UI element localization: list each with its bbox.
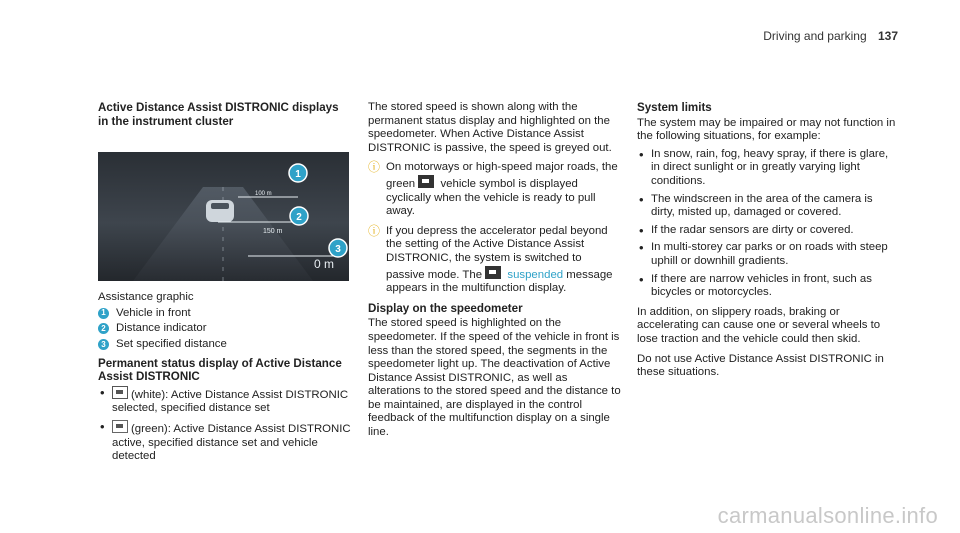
legend-item xyxy=(98,338,352,352)
page-header xyxy=(763,29,898,43)
list-item: • In multi-storey car parks or on roads with steep uphill or downhill gradients. xyxy=(637,241,899,268)
page-number: 137 xyxy=(877,29,898,43)
label-0m: 0 m xyxy=(314,257,335,272)
system-limits-heading: System limits xyxy=(637,101,712,114)
distronic-green-icon xyxy=(112,420,128,433)
watermark: carmanualsonline.info xyxy=(717,503,938,528)
list-item: • If there are narrow vehicles in front, such as bicycles or motorcycles. xyxy=(637,273,899,300)
assistance-graphic xyxy=(98,152,349,281)
column-1 xyxy=(98,101,352,470)
note: ⓘ On motorways or high-speed major roads, the green vehicle symbol is displayed cyclically when the vehicle is ready to pull away. xyxy=(368,160,618,218)
permanent-status-heading: Permanent status display of Active Distance Assist DISTRONIC xyxy=(98,356,342,384)
vehicle-symbol-icon xyxy=(418,175,434,188)
note: ⓘ If you depress the accelerator pedal beyond the setting of the Active Distance Assist DISTRONIC, the system is switched to passive mode. The suspended message appears in the multifunction display. xyxy=(368,223,613,295)
assistance-graphic-illustration xyxy=(98,152,349,281)
legend-text: Set specified distance xyxy=(116,337,227,350)
info-icon: ⓘ xyxy=(368,160,381,175)
column-3 xyxy=(637,101,899,386)
callout-1 xyxy=(289,164,307,182)
info-icon: ⓘ xyxy=(368,223,381,238)
section-title: Driving and parking xyxy=(763,29,867,43)
status-list xyxy=(98,386,352,464)
legend-badge: 3 xyxy=(98,339,109,350)
legend-item xyxy=(98,307,352,321)
legend-text: Distance indicator xyxy=(116,322,207,335)
distronic-white-icon xyxy=(112,386,128,399)
label-150m: 150 m xyxy=(263,228,283,236)
label-100m: 100 m xyxy=(255,191,272,198)
callout-2 xyxy=(290,207,308,225)
vehicle-symbol-icon xyxy=(485,266,501,279)
list-item: • The windscreen in the area of the camera is dirty, misted up, damaged or covered. xyxy=(637,193,899,220)
list-item: • If the radar sensors are dirty or covered. xyxy=(637,224,899,238)
warning-paragraph: Do not use Active Distance Assist DISTRONIC in these situations. xyxy=(637,352,884,379)
column-2 xyxy=(368,101,622,446)
speedometer-heading: Display on the speedometer xyxy=(368,301,523,315)
suspended-message: suspended xyxy=(507,268,564,281)
vehicle-window xyxy=(211,203,229,209)
svg-text:3: 3 xyxy=(335,244,341,256)
slippery-roads-paragraph: In addition, on slippery roads, braking or accelerating can cause one or several wheels to lose traction and the vehicle could then skid. xyxy=(637,305,881,345)
list-item: • (white): Active Distance Assist DISTRONIC selected, specified distance set xyxy=(98,386,352,416)
legend-badge: 1 xyxy=(98,308,109,319)
list-item: • (green): Active Distance Assist DISTRONIC active, specified distance set and vehicle detected xyxy=(98,420,352,464)
legend-text: Vehicle in front xyxy=(116,306,191,319)
legend-badge: 2 xyxy=(98,323,109,334)
figure-caption: Assistance graphic xyxy=(98,291,194,304)
speedometer-paragraph: The stored speed is highlighted on the speedometer. If the speed of the vehicle in front is less than the stored speed, the segments in the speedometer light up. The deactivation of Active Distance Assist DISTRONIC, as well as alterations to the stored speed and the distance to be maintained, are displayed in the control feedback of the multifunction display on a single line. xyxy=(368,317,621,439)
section-heading: Active Distance Assist DISTRONIC displays in the instrument cluster xyxy=(98,101,339,128)
system-limits-intro: The system may be impaired or may not function in the following situations, for example: xyxy=(637,116,896,143)
limits-list xyxy=(637,148,899,300)
svg-text:2: 2 xyxy=(296,212,302,224)
legend-item xyxy=(98,322,352,336)
callout-3 xyxy=(329,239,347,257)
svg-text:1: 1 xyxy=(295,169,301,181)
stored-speed-paragraph: The stored speed is shown along with the permanent status display and highlighted on the speedometer. When Active Distance Assist DISTRONIC is passive, the speed is greyed out. xyxy=(368,101,612,154)
list-item: • In snow, rain, fog, heavy spray, if there is glare, in direct sunlight or in greatly varying light conditions. xyxy=(637,148,899,189)
